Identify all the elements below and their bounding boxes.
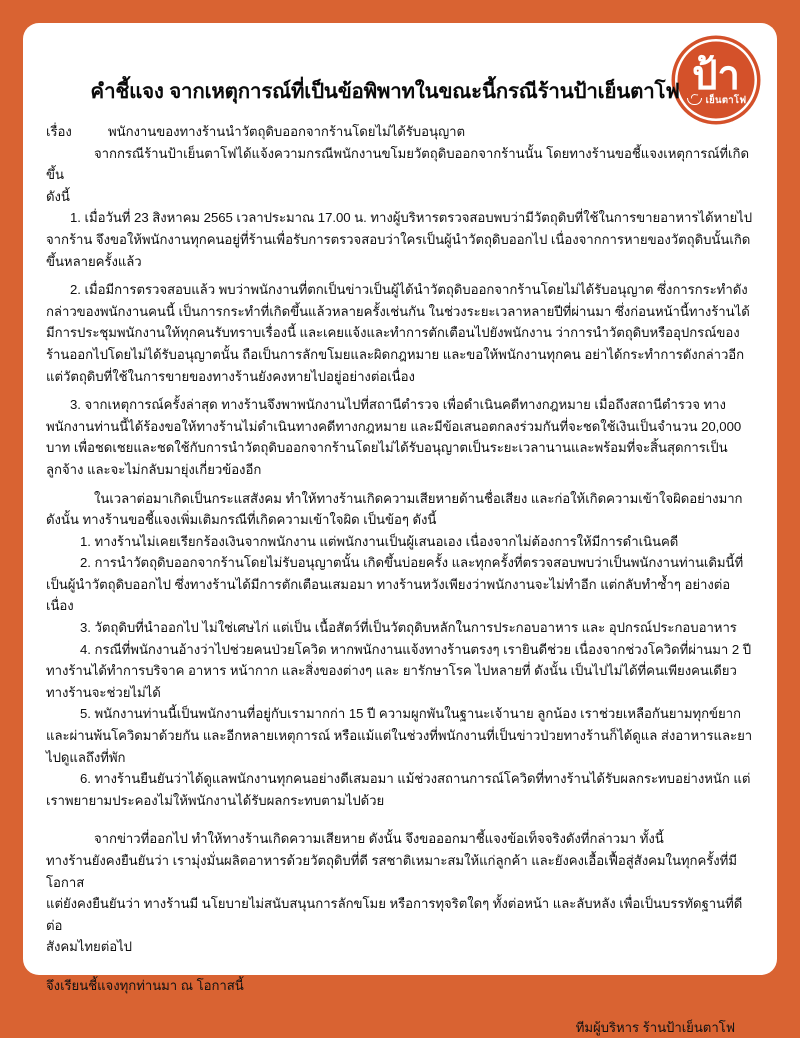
signature: ทีมผู้บริหาร ร้านป้าเย็นตาโฟ	[575, 1019, 735, 1035]
logo-sub-text: เย็นตาโฟ	[705, 94, 747, 106]
clarification-3: 3. วัตถุดิบที่นำออกไป ไม่ใช่เศษไก่ แต่เป็น เนื้อสัตว์ที่เป็นวัตถุดิบหลักในการประกอบอาหาร และ อุปกรณ์ประกอบอาหาร	[80, 620, 737, 636]
item-3: 3. จากเหตุการณ์ครั้งล่าสุด ทางร้านจึงพาพนักงานไปที่สถานีตำรวจ เพื่อดำเนินคดีทางกฎหมาย เมื่อถึงสถานีตำรวจ ทางพนักงานท่านนี้ได้ร้องขอให้ทางร้านไม่ดำเนินทางคดีทางกฎหมาย และมีข้อเสนอตกลงร่วมกันที่จะชดใช้เงินเป็นจำนวน 20,000 บาท เพื่อชดเชยและชดใช้กับการนำวัตถุดิบออกจากร้านโดยไม่ได้รับอนุญาตเป็นระยะเวลานานและพร้อมที่จะสิ้นสุดการเป็นลูกจ้าง และจะไม่กลับมายุ่งเกี่ยวข้องอีก	[46, 397, 742, 477]
middle-line-2: ดังนั้น ทางร้านขอชี้แจงเพิ่มเติมกรณีที่เกิดความเข้าใจผิด เป็นข้อๆ ดังนี้	[46, 512, 437, 528]
document-body	[46, 121, 755, 1035]
conclusion-line-3: แต่ยังคงยืนยันว่า ทางร้านมี นโยบายไม่สนับสนุนการลักขโมย หรือการทุจริตใดๆ ทั้งต่อหน้า และลับหลัง เพื่อเป็นบรรทัดฐานที่ดีต่อ	[46, 896, 743, 933]
subject-row	[46, 121, 755, 143]
announcement-card	[23, 23, 777, 1035]
item-2: 2. เมื่อมีการตรวจสอบแล้ว พบว่าพนักงานที่ตกเป็นข่าวเป็นผู้ได้นำวัตถุดิบออกจากร้านโดยไม่ได้รับอนุญาต ซึ่งการกระทำดังกล่าวของพนักงานคนนี้ เป็นการกระทำที่เกิดขึ้นแล้วหลายครั้งเช่นกัน ในช่วงระยะเวลาหลายปีที่ผ่านมา ซึ่งก่อนหน้านี้ทางร้านได้มีการประชุมพนักงานให้ทุกคนรับทราบเรื่องนี้ และเคยแจ้งและทำการตักเตือนไปยังพนักงาน ว่าการนำวัตถุดิบหรืออุปกรณ์ของร้านออกไปโดยไม่ได้รับอนุญาตนั้น ถือเป็นการลักขโมยและผิดกฎหมาย และขอให้พนักงานทุกคน อย่าได้กระทำการดังกล่าวอีก แต่วัตถุดิบที่ใช้ในการขายของทางร้านยังคงหายไปอยู่อย่างต่อเนื่อง	[46, 282, 750, 384]
intro-line-2: ดังนี้	[46, 188, 70, 204]
conclusion-line-1: จากข่าวที่ออกไป ทำให้ทางร้านเกิดความเสียหาย ดังนั้น จึงขอออกมาชี้แจงข้อเท็จจริงดังที่กล่าวมา ทั้งนี้	[94, 831, 664, 847]
item-1: 1. เมื่อวันที่ 23 สิงหาคม 2565 เวลาประมาณ 17.00 น. ทางผู้บริหารตรวจสอบพบว่ามีวัตถุดิบที่ใช้ในการขายอาหารได้หายไปจากร้าน จึงขอให้พนักงานทุกคนอยู่ที่ร้านเพื่อรับการตรวจสอบว่าใครเป็นผู้นำวัตถุดิบออกไป เนื่องจากการหายของวัตถุดิบนั้นเกิดขึ้นหลายครั้งแล้ว	[46, 210, 753, 269]
middle-line-1: ในเวลาต่อมาเกิดเป็นกระแสสังคม ทำให้ทางร้านเกิดความเสียหายด้านชื่อเสียง และก่อให้เกิดความเข้าใจผิดอย่างมาก	[94, 490, 743, 506]
clarification-4: 4. กรณีที่พนักงานอ้างว่าไปช่วยคนป่วยโควิด หากพนักงานแจ้งทางร้านตรงๆ เรายินดีช่วย เนื่องจากช่วงโควิดที่ผ่านมา 2 ปี ทางร้านได้ทำการบริจาค อาหาร หน้ากาก และสิ่งของต่างๆ และ ยารักษาโรค ไปหลายที่ ดังนั้น เป็นไปไม่ได้ที่คนเพียงคนเดียวทางร้านจะช่วยไม่ได้	[46, 641, 752, 700]
logo-main-text: ป้า	[692, 54, 740, 98]
conclusion-line-4: สังคมไทยต่อไป	[46, 939, 132, 955]
clarification-1: 1. ทางร้านไม่เคยเรียกร้องเงินจากพนักงาน แต่พนักงานเป็นผู้เสนอเอง เนื่องจากไม่ต้องการให้มีการดำเนินคดี	[80, 533, 679, 549]
closing-statement: จึงเรียนชี้แจงทุกท่านมา ณ โอกาสนี้	[46, 977, 244, 993]
page-title: คำชี้แจง จากเหตุการณ์ที่เป็นข้อพิพาทในขณะนี้กรณีร้านป้าเย็นตาโฟ	[90, 80, 680, 103]
subject-value: พนักงานของทางร้านนำวัตถุดิบออกจากร้านโดยไม่ได้รับอนุญาต	[108, 124, 466, 139]
clarification-2: 2. การนำวัตถุดิบออกจากร้านโดยไม่รับอนุญาตนั้น เกิดขึ้นบ่อยครั้ง และทุกครั้งที่ตรวจสอบพบว่าเป็นพนักงานท่านเดิมนี้ที่เป็นผู้นำวัตถุดิบออกไป ซึ่งทางร้านได้มีการตักเตือนเสมอมา ทางร้านหวังเพียงว่าพนักงานจะไม่ทำอีก แต่กลับทำซ้ำๆ อย่างต่อเนื่อง	[46, 555, 744, 614]
subject-label: เรื่อง	[46, 124, 72, 139]
clarification-5: 5. พนักงานท่านนี้เป็นพนักงานที่อยู่กับเรามากก่า 15 ปี ความผูกพันในฐานะเจ้านาย ลูกน้อง เราช่วยเหลือกันยามทุกข์ยากและผ่านพ้นโควิดมาด้วยกัน และอีกหลายเหตุการณ์ หรือแม้แต่ในช่วงที่พนักงานที่เป็นข่าวป่วยทางร้านก็ได้ดูแล ส่งอาหารและยาไปดูแลถึงที่พัก	[46, 706, 753, 765]
conclusion-line-2: ทางร้านยังคงยืนยันว่า เรามุ่งมั่นผลิตอาหารด้วยวัตถุดิบที่ดี รสชาติเหมาะสมให้แก่ลูกค้า และยังคงเอื้อเฟื้อสู่สังคมในทุกครั้งที่มีโอกาส	[46, 853, 737, 890]
clarification-6: 6. ทางร้านยืนยันว่าได้ดูแลพนักงานทุกคนอย่างดีเสมอมา แม้ช่วงสถานการณ์โควิดที่ทางร้านได้รับผลกระทบอย่างหนัก แต่เราพยายามประคองไม่ให้พนักงานได้รับผลกระทบตามไปด้วย	[46, 771, 751, 808]
intro-line-1: จากกรณีร้านป้าเย็นตาโฟได้แจ้งความกรณีพนักงานขโมยวัตถุดิบออกจากร้านนั้น โดยทางร้านขอชี้แจงเหตุการณ์ที่เกิดขึ้น	[46, 145, 749, 183]
